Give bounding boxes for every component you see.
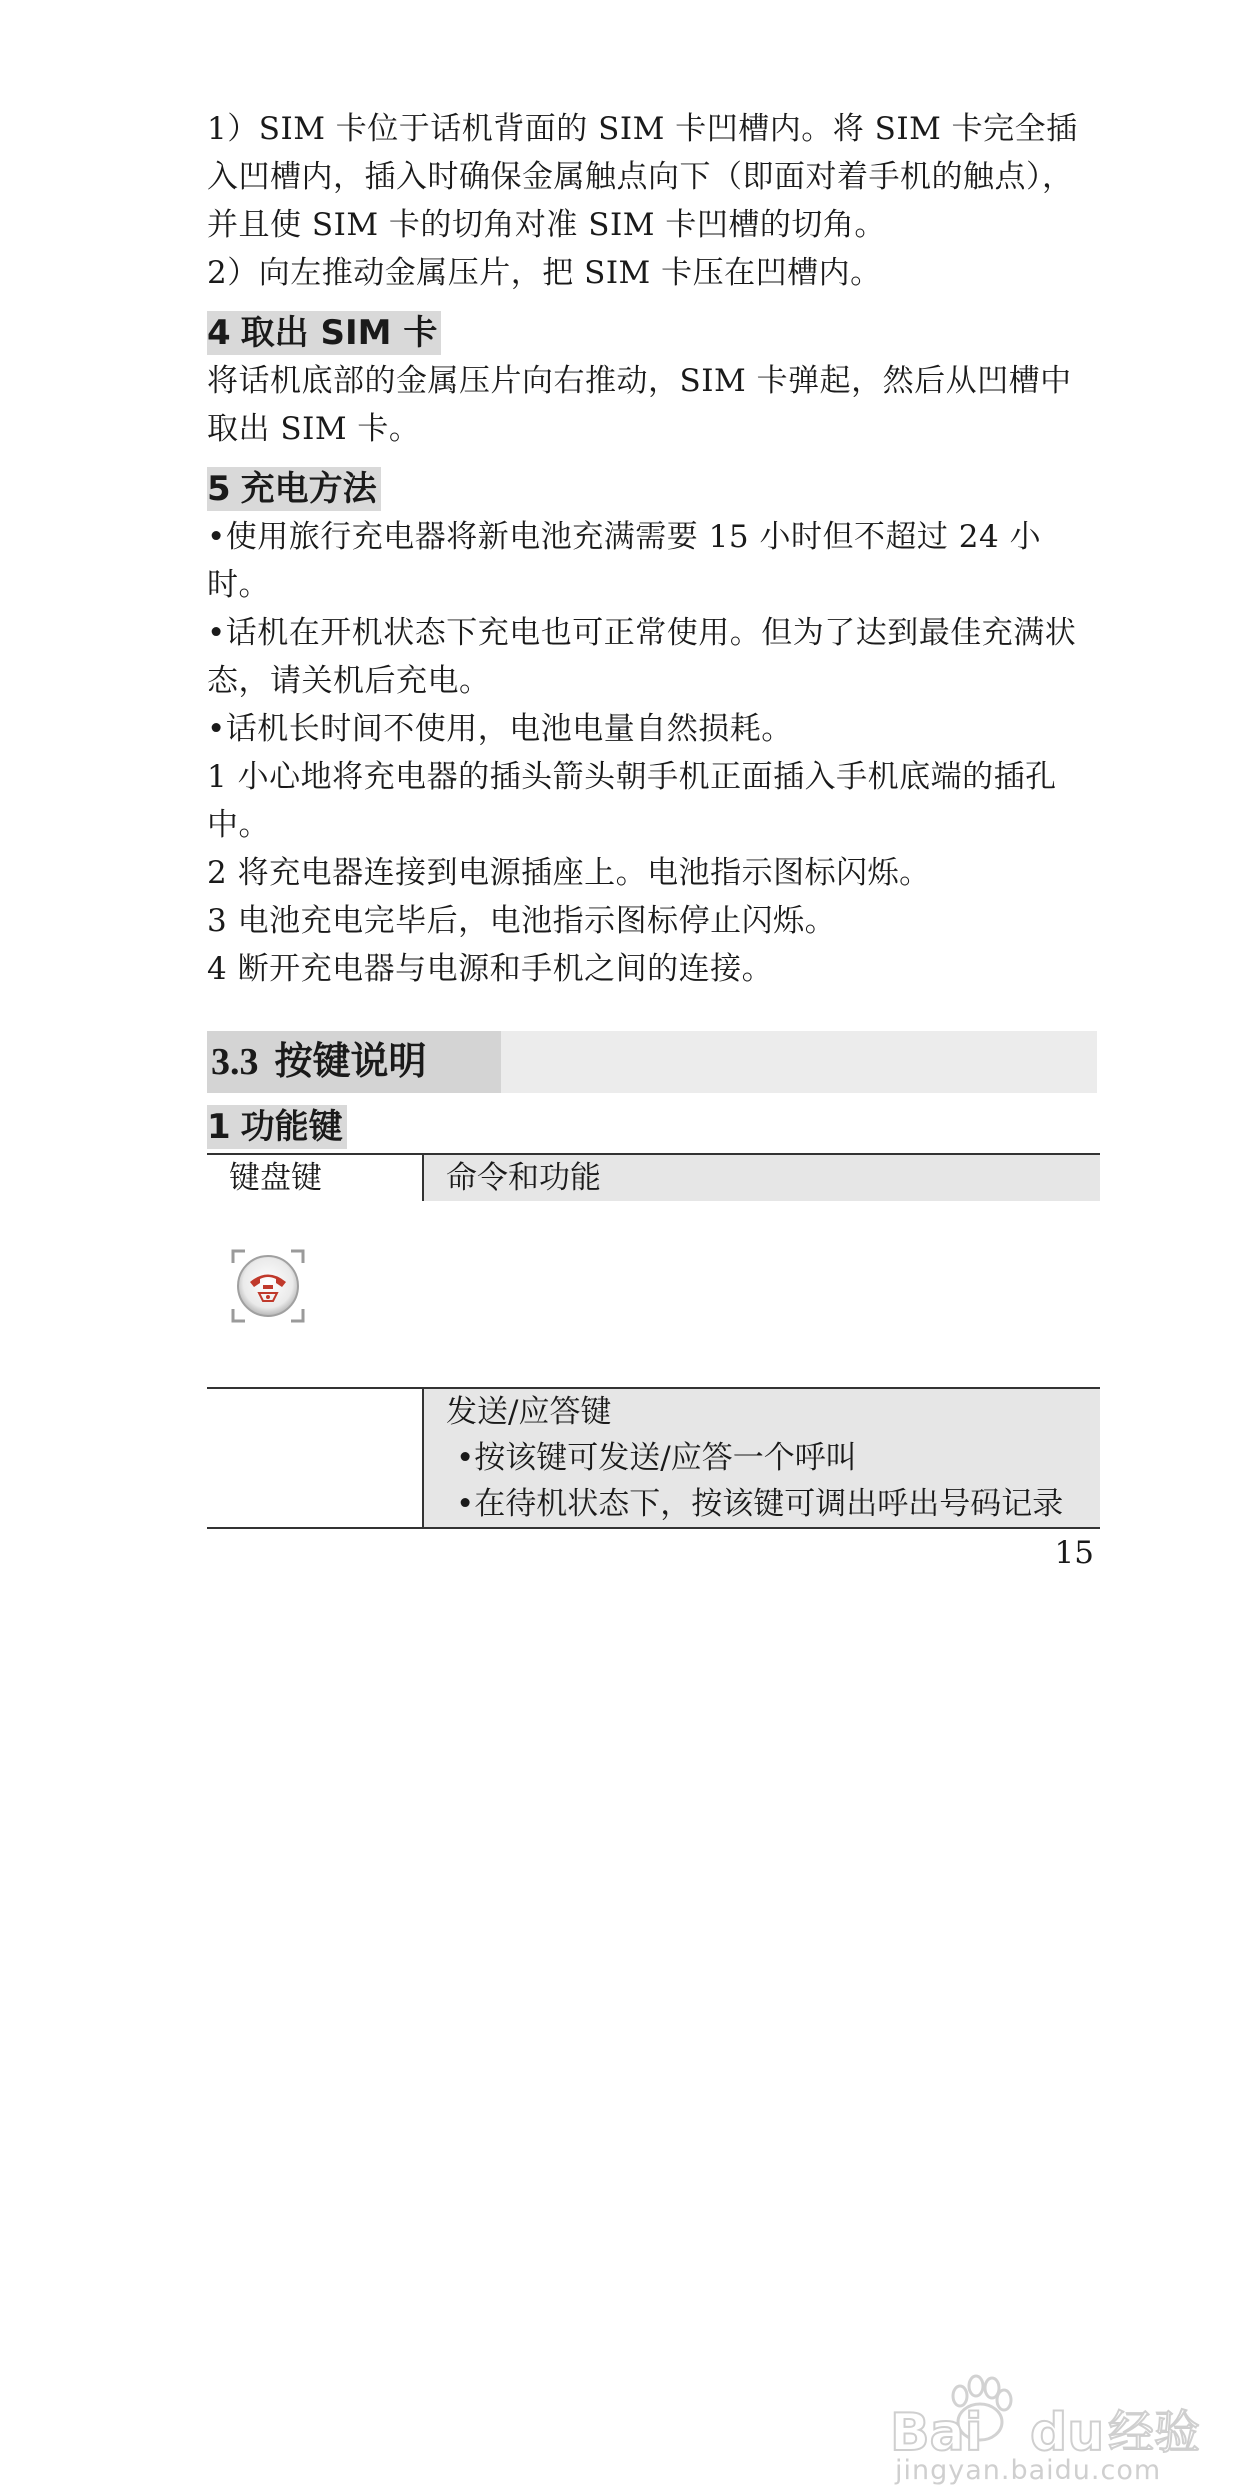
- document-page: [207, 105, 1097, 1583]
- table-description-row: [207, 1388, 1100, 1528]
- chapter-title: 按键说明: [274, 1041, 427, 1083]
- section-number: 4: [207, 313, 231, 353]
- key-desc-empty-cell: [207, 1388, 423, 1528]
- function-key-table: [207, 1153, 1100, 1529]
- section-number: 1: [207, 1107, 231, 1147]
- charging-bullet: •话机长时间不使用，电池电量自然损耗。: [207, 711, 793, 747]
- header-function-cell: 命令和功能: [423, 1154, 1100, 1201]
- baidu-logo-icon: [880, 2360, 1220, 2460]
- svg-text:Bai: Bai: [890, 2403, 983, 2460]
- section-title: 取出 SIM 卡: [240, 313, 438, 353]
- section-heading-charging: [207, 467, 381, 511]
- chapter-heading-label: [207, 1031, 501, 1093]
- section-heading-function-keys: [207, 1105, 347, 1149]
- charging-bullet: •使用旅行充电器将新电池充满需要 15 小时但不超过 24 小时。: [207, 519, 1042, 603]
- charging-step: 3 电池充电完毕后，电池指示图标停止闪烁。: [207, 903, 837, 939]
- table-header-row: [207, 1154, 1100, 1201]
- charging-step: 2 将充电器连接到电源插座上。电池指示图标闪烁。: [207, 855, 931, 891]
- page-number: 15: [1054, 1535, 1094, 1571]
- section-number: 5: [207, 469, 231, 509]
- key-description-item: •在待机状态下，按该键可调出呼出号码记录: [456, 1486, 1064, 1522]
- table-icon-row: [207, 1201, 1100, 1388]
- section-title: 充电方法: [240, 469, 377, 509]
- sim-insert-paragraph: 1）SIM 卡位于话机背面的 SIM 卡凹槽内。将 SIM 卡完全插入凹槽内，插入时确保金属触点向下（即面对着手机的触点），并且使 SIM 卡的切角对准 SIM 卡凹槽的切角。: [207, 111, 1078, 243]
- header-key-cell: 键盘键: [207, 1154, 423, 1201]
- key-description-title: 发送/应答键: [446, 1394, 612, 1430]
- svg-text:经验: 经验: [1108, 2405, 1200, 2459]
- chapter-number: 3.3: [211, 1041, 259, 1083]
- remove-sim-paragraph: 将话机底部的金属压片向右推动，SIM 卡弹起，然后从凹槽中取出 SIM 卡。: [207, 363, 1072, 447]
- key-description-item: •按该键可发送/应答一个呼叫: [456, 1440, 857, 1476]
- charging-step: 1 小心地将充电器的插头箭头朝手机正面插入手机底端的插孔中。: [207, 759, 1057, 843]
- key-icon-spacer: [423, 1201, 1100, 1388]
- section-title: 功能键: [240, 1107, 343, 1147]
- key-description-cell: [423, 1388, 1100, 1528]
- chapter-heading-keys: [207, 1031, 1097, 1093]
- svg-text:du: du: [1030, 2403, 1105, 2460]
- charging-bullet: •话机在开机状态下充电也可正常使用。但为了达到最佳充满状态，请关机后充电。: [207, 615, 1077, 699]
- send-answer-key-icon: [227, 1245, 309, 1327]
- section-heading-remove-sim: [207, 311, 441, 355]
- charging-step: 4 断开充电器与电源和手机之间的连接。: [207, 951, 774, 987]
- key-icon-cell: [207, 1201, 423, 1388]
- sim-press-paragraph: 2）向左推动金属压片，把 SIM 卡压在凹槽内。: [207, 255, 882, 291]
- watermark-url: jingyan.baidu.com: [895, 2455, 1162, 2486]
